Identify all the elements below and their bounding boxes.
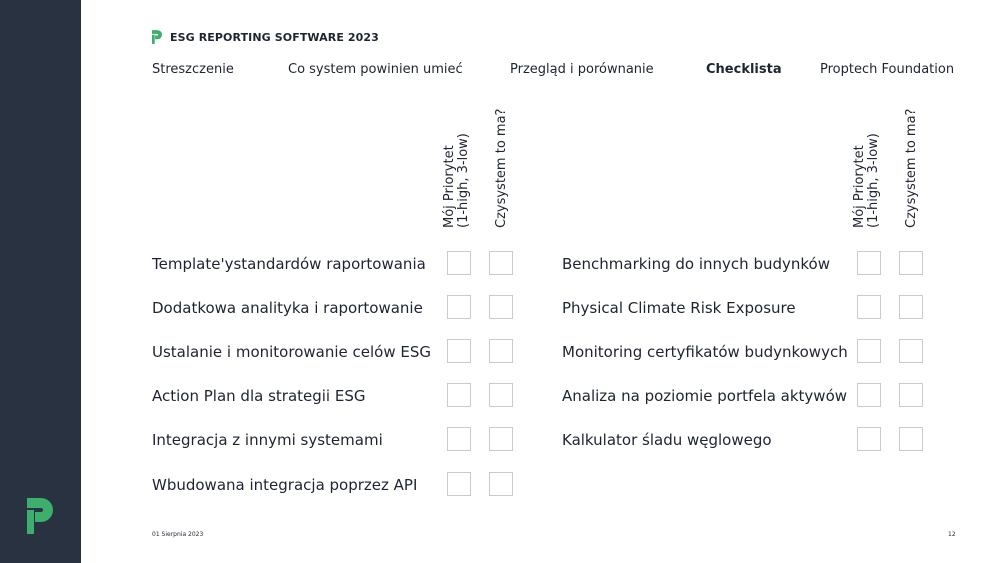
priority-checkbox[interactable] bbox=[447, 472, 471, 496]
checklist-item: Integracja z innymi systemami bbox=[152, 431, 383, 449]
priority-column-header-right: Mój Priorytet (1-high, 3-low) bbox=[852, 133, 881, 228]
checklist-item: Kalkulator śladu węglowego bbox=[562, 431, 772, 449]
priority-checkbox[interactable] bbox=[857, 427, 881, 451]
priority-checkbox[interactable] bbox=[857, 295, 881, 319]
priority-checkbox[interactable] bbox=[447, 295, 471, 319]
has-system-checkbox[interactable] bbox=[899, 251, 923, 275]
has-system-column-header-right: Czysystem to ma? bbox=[904, 108, 919, 228]
footer-date: 01 Sierpnia 2023 bbox=[152, 531, 204, 538]
checklist-item: Wbudowana integracja poprzez API bbox=[152, 476, 418, 494]
brand-logo-icon bbox=[27, 498, 53, 534]
has-system-checkbox[interactable] bbox=[489, 383, 513, 407]
nav-proptech-foundation[interactable]: Proptech Foundation bbox=[820, 62, 955, 77]
priority-checkbox[interactable] bbox=[857, 251, 881, 275]
priority-checkbox[interactable] bbox=[447, 251, 471, 275]
page-number: 12 bbox=[948, 531, 956, 538]
priority-checkbox[interactable] bbox=[447, 339, 471, 363]
checklist-item: Benchmarking do innych budynków bbox=[562, 255, 830, 273]
checklist-item: Dodatkowa analityka i raportowanie bbox=[152, 299, 423, 317]
brand-logo-small-icon bbox=[152, 30, 162, 44]
nav-przeglad-i-porownanie[interactable]: Przegląd i porównanie bbox=[510, 62, 654, 77]
checklist-item: Analiza na poziomie portfela aktywów bbox=[562, 387, 848, 405]
brand-title: ESG REPORTING SOFTWARE 2023 bbox=[170, 31, 379, 44]
has-system-checkbox[interactable] bbox=[899, 383, 923, 407]
has-system-checkbox[interactable] bbox=[489, 339, 513, 363]
sidebar bbox=[0, 0, 81, 563]
checklist-item: Ustalanie i monitorowanie celów ESG bbox=[152, 343, 431, 361]
checklist-item: Template'ystandardów raportowania bbox=[152, 255, 426, 273]
has-system-column-header: Czysystem to ma? bbox=[494, 108, 509, 228]
checklist-item: Monitoring certyfikatów budynkowych bbox=[562, 343, 848, 361]
priority-checkbox[interactable] bbox=[857, 383, 881, 407]
has-system-checkbox[interactable] bbox=[489, 295, 513, 319]
priority-checkbox[interactable] bbox=[857, 339, 881, 363]
has-system-checkbox[interactable] bbox=[489, 251, 513, 275]
priority-column-header: Mój Priorytet (1-high, 3-low) bbox=[442, 133, 471, 228]
priority-checkbox[interactable] bbox=[447, 383, 471, 407]
checklist-item: Physical Climate Risk Exposure bbox=[562, 299, 796, 317]
nav-checklista[interactable]: Checklista bbox=[706, 62, 782, 77]
has-system-checkbox[interactable] bbox=[899, 295, 923, 319]
nav-co-system-powinien-umiec[interactable]: Co system powinien umieć bbox=[288, 62, 463, 77]
checklist-item: Action Plan dla strategii ESG bbox=[152, 387, 366, 405]
has-system-checkbox[interactable] bbox=[489, 427, 513, 451]
nav-streszczenie[interactable]: Streszczenie bbox=[152, 62, 234, 77]
has-system-checkbox[interactable] bbox=[899, 339, 923, 363]
has-system-checkbox[interactable] bbox=[489, 472, 513, 496]
has-system-checkbox[interactable] bbox=[899, 427, 923, 451]
priority-checkbox[interactable] bbox=[447, 427, 471, 451]
